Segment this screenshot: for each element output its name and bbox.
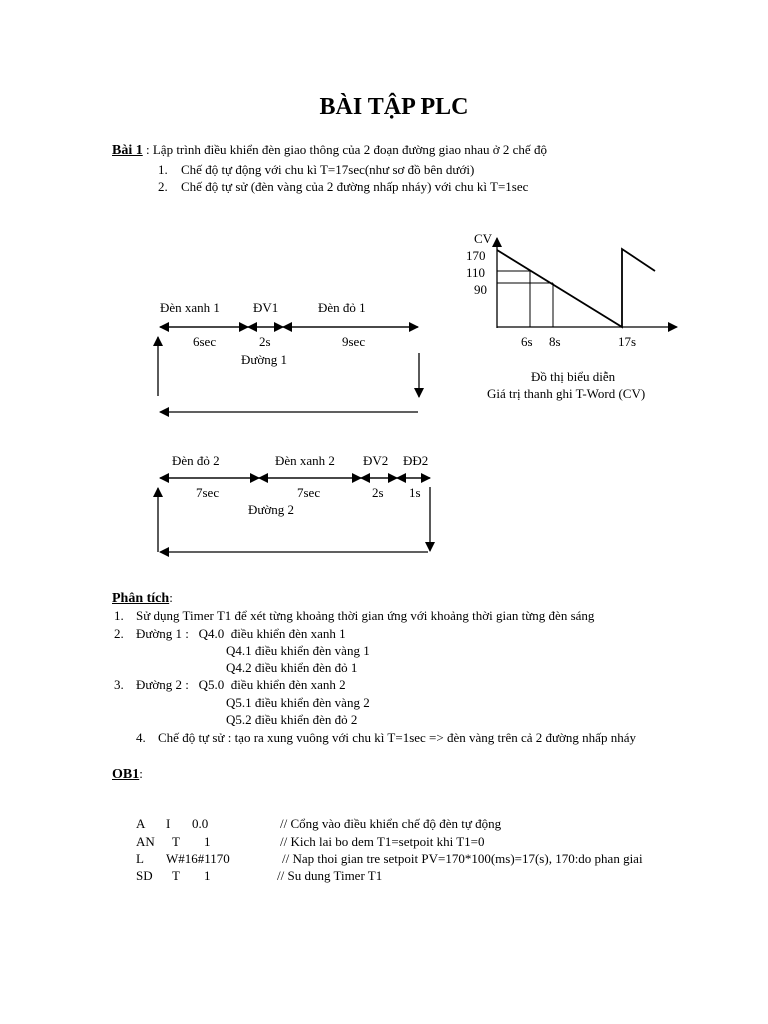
t2-duration-green: 7sec — [297, 485, 321, 500]
t2-duration-yellow: 2s — [372, 485, 384, 500]
code-line-2-arg1: T — [172, 834, 180, 849]
timing-diagram-1 — [158, 300, 419, 412]
phantich-line-8-num: 4. — [136, 730, 146, 745]
graph-caption-2: Giá trị thanh ghi T-Word (CV) — [487, 386, 646, 401]
t1-label-green: Đèn xanh 1 — [160, 300, 220, 315]
timing-diagram-2 — [158, 453, 430, 552]
bai1-label: Bài 1 — [112, 143, 143, 158]
graph-y-tick-90: 90 — [474, 282, 487, 297]
phantich-line-2-text: Đường 1 : Q4.0 điều khiển đèn xanh 1 — [136, 626, 346, 641]
code-line-1-op: A — [136, 816, 146, 831]
t2-label-red: Đèn đỏ 2 — [172, 453, 220, 468]
phantich-colon: : — [169, 590, 173, 605]
graph-y-tick-110: 110 — [466, 265, 486, 280]
phantich-line-8-text: Chế độ tự sử : tạo ra xung vuông với chu kì T=1sec => đèn vàng trên cả 2 đường nhấp nháy — [158, 730, 636, 745]
t1-duration-green: 6sec — [193, 334, 217, 349]
ob1-heading-line — [112, 766, 143, 783]
graph-x-tick-8s: 8s — [549, 334, 561, 349]
phantich-label: Phân tích — [112, 591, 170, 606]
phantich-heading-line — [112, 590, 173, 607]
code-line-4-comment: // Su dung Timer T1 — [277, 868, 383, 883]
bai1-text: Lập trình điều khiển đèn giao thông của 2 đoạn đường giao nhau ở 2 chế độ — [152, 142, 547, 157]
graph-y-tick-170: 170 — [466, 248, 486, 263]
t1-label-red: Đèn đỏ 1 — [318, 300, 366, 315]
t1-label-yellow: ĐV1 — [253, 300, 279, 315]
code-line-4-op: SD — [136, 868, 153, 883]
bai1-item-1-num: 1. — [158, 162, 168, 177]
phantich-line-5-num: 3. — [114, 677, 124, 692]
page-title: BÀI TẬP PLC — [319, 94, 469, 120]
phantich-line-5-text: Đường 2 : Q5.0 điều khiển đèn xanh 2 — [136, 677, 346, 692]
code-line-1-arg2: 0.0 — [192, 816, 209, 831]
code-line-3-arg1: W#16#1170 — [166, 851, 230, 866]
t2-label-green: Đèn xanh 2 — [275, 453, 335, 468]
code-line-3-op: L — [136, 851, 144, 866]
bai1-item-1-text: Chế độ tự động với chu kì T=17sec(như sơ đồ bên dưới) — [181, 162, 475, 177]
bai1-item-2-num: 2. — [158, 179, 168, 194]
code-line-2-op: AN — [136, 834, 155, 849]
graph-sawtooth-line — [497, 249, 655, 327]
bai1-separator: : — [142, 142, 153, 157]
phantich-line-7-text: Q5.2 điều khiển đèn đỏ 2 — [226, 712, 358, 727]
cv-graph — [466, 231, 677, 401]
code-line-2-comment: // Kich lai bo dem T1=setpoit khi T1=0 — [280, 834, 485, 849]
phantich-line-1-text: Sử dụng Timer T1 để xét từng khoảng thời gian ứng với khoảng thời gian từng đèn sáng — [136, 608, 595, 623]
phantich-line-2-num: 2. — [114, 626, 124, 641]
t1-duration-red: 9sec — [342, 334, 366, 349]
code-line-1-arg1: I — [166, 816, 171, 831]
code-line-2-arg2: 1 — [204, 834, 211, 849]
code-line-4-arg1: T — [172, 868, 180, 883]
t2-road-label: Đường 2 — [248, 502, 295, 517]
t2-label-yellow: ĐV2 — [363, 453, 389, 468]
ob1-colon: : — [139, 766, 143, 781]
t2-label-red2: ĐĐ2 — [403, 453, 429, 468]
t2-duration-red: 7sec — [196, 485, 220, 500]
t2-duration-red2: 1s — [409, 485, 421, 500]
graph-x-tick-6s: 6s — [521, 334, 533, 349]
code-line-3-comment: // Nap thoi gian tre setpoit PV=170*100(ms)=17(s), 170:do phan giai — [282, 851, 643, 866]
graph-y-title: CV — [474, 231, 493, 246]
phantich-line-3-text: Q4.1 điều khiển đèn vàng 1 — [226, 643, 370, 658]
ob1-label: OB1 — [112, 767, 140, 782]
phantich-line-4-text: Q4.2 điều khiển đèn đỏ 1 — [226, 660, 358, 675]
code-line-4-arg2: 1 — [204, 868, 211, 883]
graph-x-tick-17s: 17s — [618, 334, 637, 349]
bai1-item-2-text: Chế độ tự sử (đèn vàng của 2 đường nhấp nháy) với chu kì T=1sec — [181, 179, 529, 194]
phantich-line-1-num: 1. — [114, 608, 124, 623]
t1-road-label: Đường 1 — [241, 352, 288, 367]
code-line-1-comment: // Cổng vào điều khiển chế độ đèn tự động — [280, 816, 502, 831]
t1-duration-yellow: 2s — [259, 334, 271, 349]
graph-caption-1: Đồ thị biểu diễn — [531, 369, 616, 384]
phantich-line-6-text: Q5.1 điều khiển đèn vàng 2 — [226, 695, 370, 710]
